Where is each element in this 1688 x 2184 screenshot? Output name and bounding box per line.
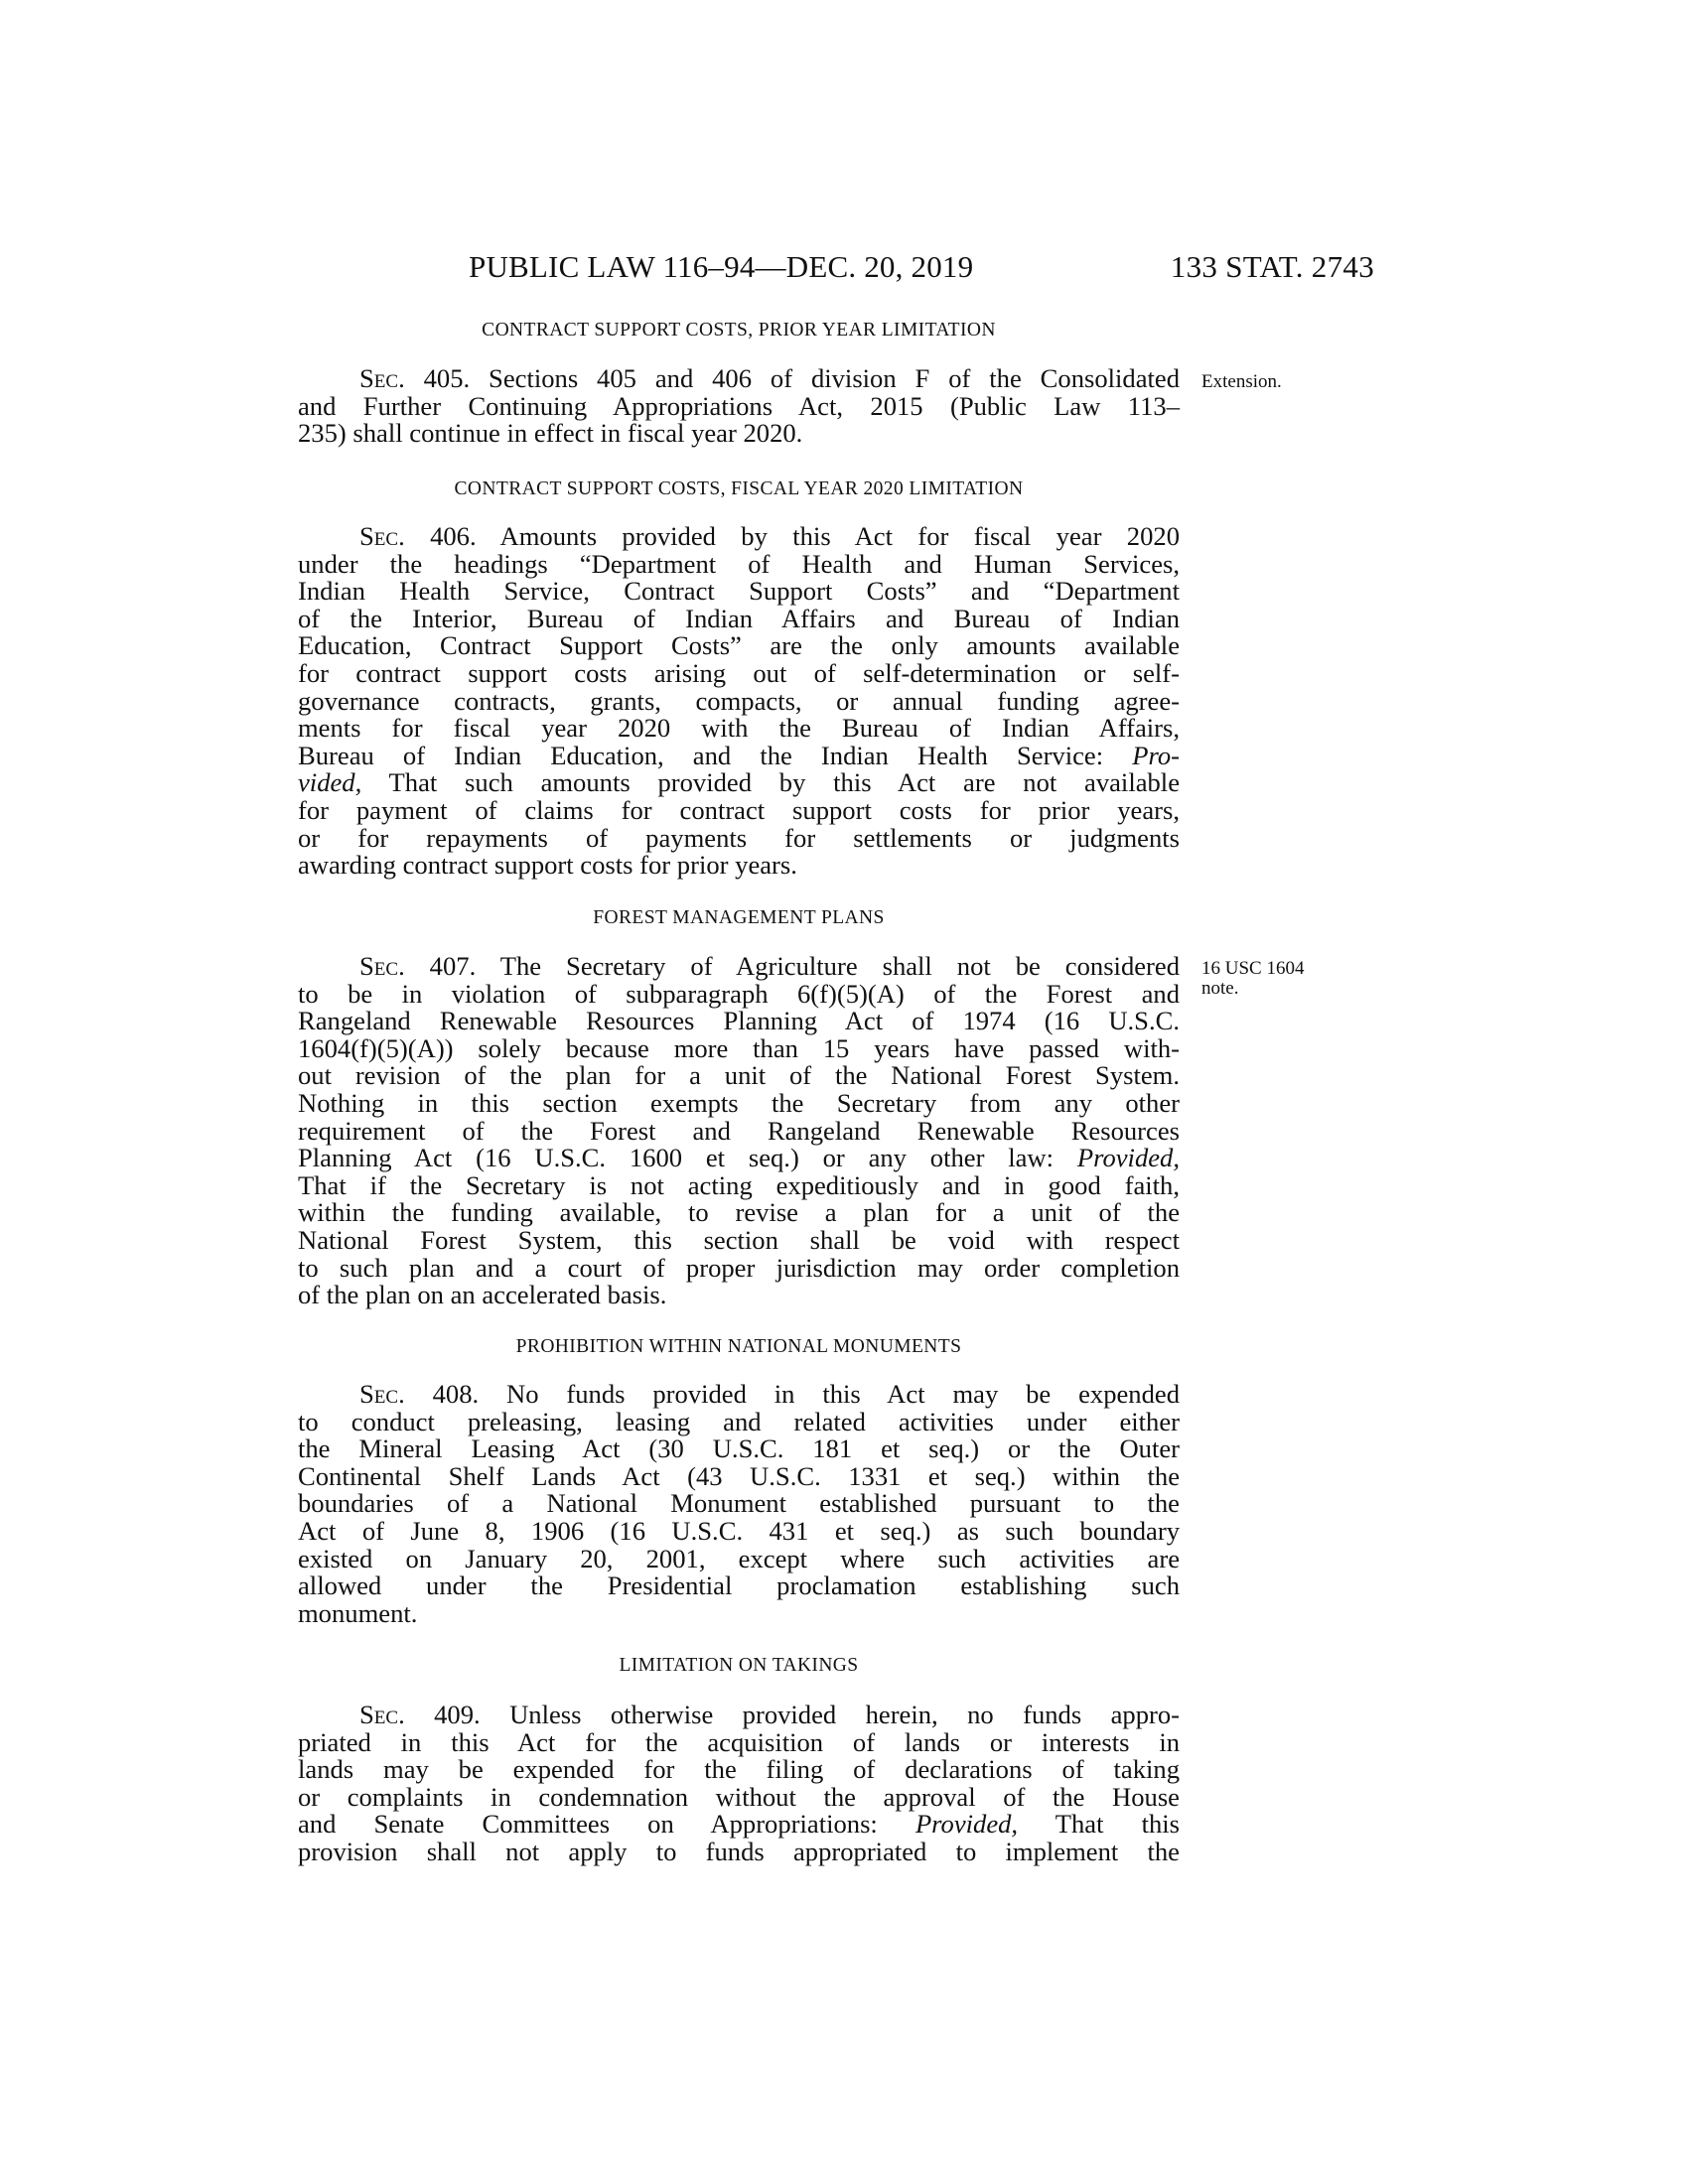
margin-note-usc: 16 USC 1604 note. — [1201, 958, 1305, 999]
section-heading: LIMITATION ON TAKINGS — [619, 1655, 859, 1676]
section-heading: PROHIBITION WITHIN NATIONAL MONUMENTS — [515, 1336, 962, 1357]
section-label: Sec. 405. — [359, 363, 471, 393]
section-label: Sec. 406. — [359, 521, 477, 551]
section-406-text: Sec. 406. Amounts provided by this Act for fiscal year 2020 under the headings “Department of Health and Human Services, Indian Health Service, Contract Support Costs” and “Department of the Interior, Bureau of Indian Affairs and Bureau of Indian Education, Contract Support Costs” are the only amounts available for contract support costs arising out of self-determination or self- governance contracts, grants, compacts, or annual funding agree- ments for fiscal year 2020 with the Bureau of Indian Affairs, Bureau of Indian Education, and the Indian Health Service: Pro- vided, That such amounts provided by this Act are not available for payment of claims for contract support costs for prior years, or for repayments of payments for settlements or judgments awarding contract support costs for prior years. — [298, 521, 1180, 881]
statute-page-ref: 133 STAT. 2743 — [1170, 249, 1374, 284]
section-label: Sec. 408. — [359, 1379, 480, 1409]
section-408-text: Sec. 408. No funds provided in this Act may be expended to conduct preleasing, leasing and related activities under either the Mineral Leasing Act (30 U.S.C. 181 et seq.) or the Outer Continental Shelf Lands Act (43 U.S.C. 1331 et seq.) within the boundaries of a National Monument established pursuant to the Act of June 8, 1906 (16 U.S.C. 431 et seq.) as such boundary existed on January 20, 2001, except where such activities are allowed under the Presidential proclamation establishing such monument. — [298, 1379, 1180, 1628]
section-407-text: Sec. 407. The Secretary of Agriculture shall not be considered to be in violation of subparagraph 6(f)(5)(A) of the Forest and Rangeland Renewable Resources Planning Act of 1974 (16 U.S.C. 1604(f)(5)(A)) solely because more than 15 years have passed with- out revision of the plan for a unit of the National Forest System. Nothing in this section exempts the Secretary from any other requirement of the Forest and Rangeland Renewable Resources Planning Act (16 U.S.C. 1600 et seq.) or any other law: Provided, That if the Secretary is not acting expeditiously and in good faith, within the funding available, to revise a plan for a unit of the National Forest System, this section shall be void with respect to such plan and a court of proper jurisdiction may order completion of the plan on an accelerated basis. — [298, 951, 1180, 1310]
running-header — [298, 249, 1374, 289]
margin-note: Extension. — [1201, 371, 1282, 392]
section-label: Sec. 409. — [359, 1700, 481, 1729]
section-heading: CONTRACT SUPPORT COSTS, FISCAL YEAR 2020 LIMITATION — [454, 478, 1024, 499]
public-law-title: PUBLIC LAW 116–94—DEC. 20, 2019 — [469, 249, 974, 284]
section-label: Sec. 407. — [359, 951, 477, 981]
section-405-text: Sec. 405. Sections 405 and 406 of division F of the Consolidated and Further Continuing Appropriations Act, 2015 (Public Law 113– 235) shall continue in effect in fiscal year 2020. — [298, 363, 1180, 449]
section-409-text: Sec. 409. Unless otherwise provided herein, no funds appro- priated in this Act for the acquisition of lands or interests in lands may be expended for the filing of declarations of taking or complaints in condemnation without the approval of the House and Senate Committees on Appropriations: Provided, That this provision shall not apply to funds appropriated to implement the — [298, 1700, 1181, 1866]
section-heading: CONTRACT SUPPORT COSTS, PRIOR YEAR LIMITATION — [482, 320, 996, 341]
section-heading: FOREST MANAGEMENT PLANS — [593, 907, 885, 928]
